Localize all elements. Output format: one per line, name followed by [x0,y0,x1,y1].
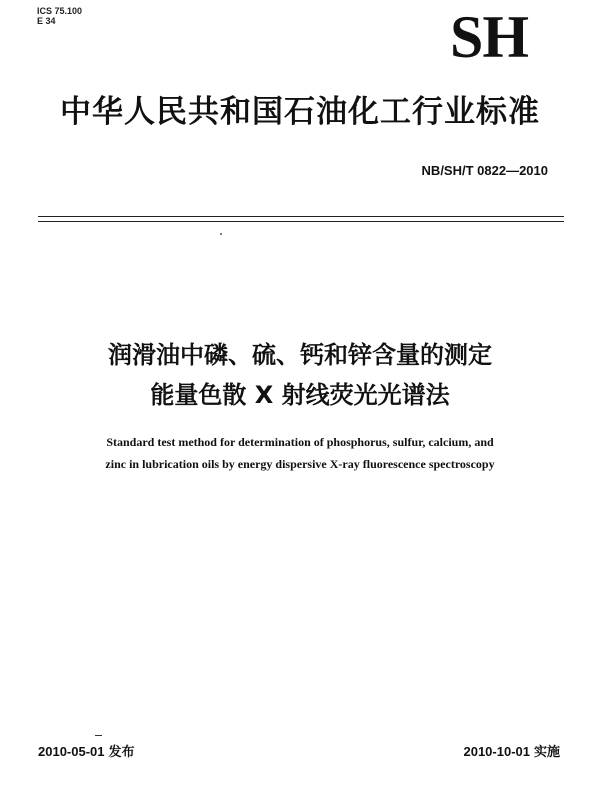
classification-codes [37,6,82,26]
chinese-title-line-1: 润滑油中磷、硫、钙和锌含量的测定 [108,341,492,369]
ics-code: ICS 75.100 [37,6,83,16]
header-rule-bottom [38,221,564,222]
implementation-date: 2010-10-01 [463,744,530,759]
issue-label: 发布 [108,745,135,760]
header-rule-top [38,216,564,217]
ccs-code: E 34 [37,16,56,26]
implementation-date-block [463,744,560,761]
sh-logo: SH [449,4,528,70]
english-title-line-2: zinc in lubrication oils by energy dispersive X-ray fluorescence spectroscopy [105,457,495,471]
standard-number: NB/SH/T 0822—2010 [421,163,548,178]
english-title-line-1: Standard test method for determination of phosphorus, sulfur, calcium, and [106,435,494,449]
speck-mark [220,233,222,235]
implementation-label: 实施 [533,745,560,760]
issue-date: 2010-05-01 [38,744,105,759]
issue-date-block [38,744,135,761]
chinese-title-line-2: 能量色散 X 射线荧光光谱法 [150,381,450,409]
small-dash-mark [95,735,102,736]
organization-title: 中华人民共和国石油化工行业标准 [60,94,540,130]
